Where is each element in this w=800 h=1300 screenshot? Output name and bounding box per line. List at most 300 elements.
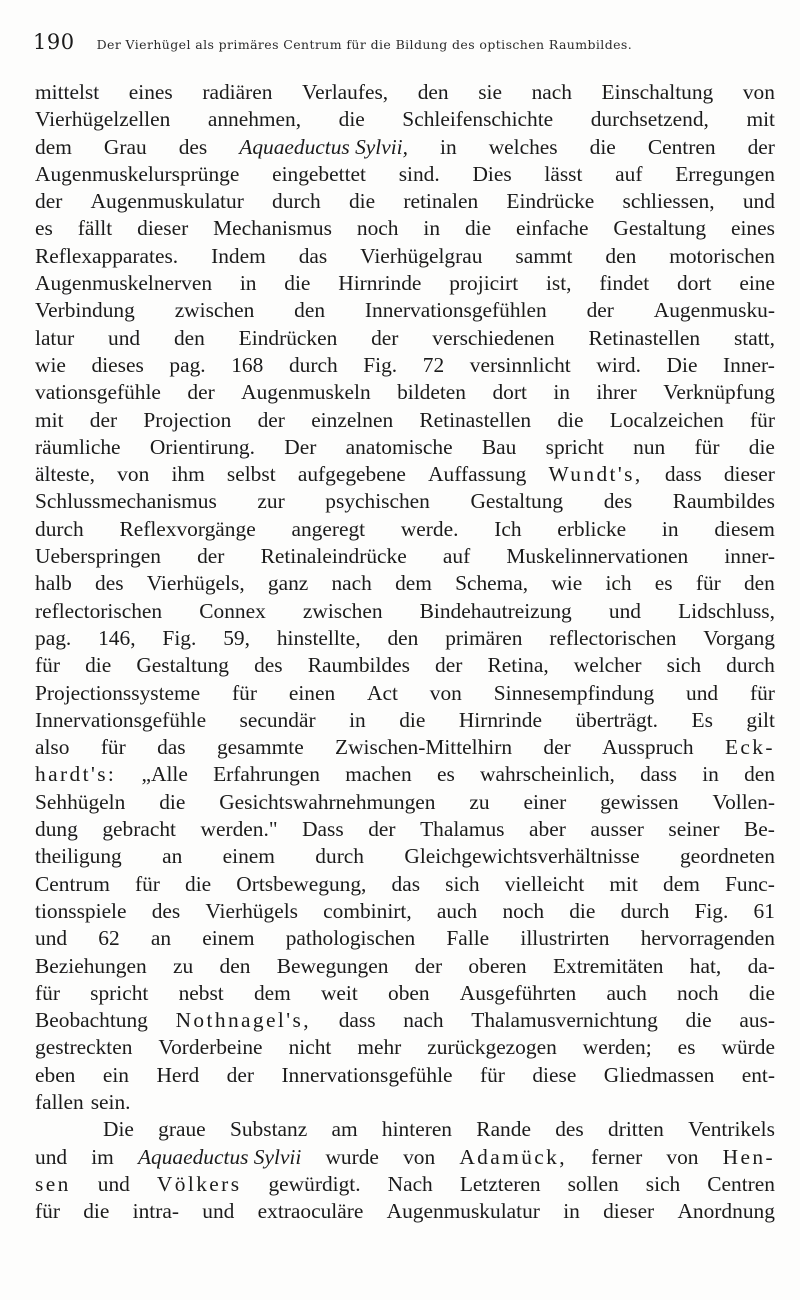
word: für xyxy=(695,571,721,596)
text-line xyxy=(35,1089,775,1116)
word: in xyxy=(239,271,257,296)
word: sich xyxy=(645,1171,681,1196)
word: ferner xyxy=(591,1144,643,1169)
word: Bau xyxy=(481,434,517,459)
word: mittelst xyxy=(35,80,100,104)
word: ausser xyxy=(590,817,644,842)
word: die xyxy=(589,134,616,159)
word: Vierhügelzellen xyxy=(35,107,171,132)
word: mit xyxy=(746,107,775,132)
word: Centren xyxy=(647,134,716,159)
word: erblicke xyxy=(557,516,627,541)
word: graue xyxy=(158,1117,206,1142)
word: für xyxy=(694,434,720,459)
word: sen xyxy=(35,1171,71,1196)
word: Centren xyxy=(707,1171,775,1196)
word: Gesichtswahrnehmungen xyxy=(219,789,436,814)
word: Dies xyxy=(472,161,512,186)
word: dass xyxy=(664,462,702,487)
word: Auffassung xyxy=(428,462,527,487)
text-line xyxy=(35,707,775,734)
text-line xyxy=(35,188,775,215)
word: einfache xyxy=(516,216,589,241)
word: werde. xyxy=(400,516,459,541)
word: hervorragenden xyxy=(640,926,775,951)
word: die xyxy=(685,1008,712,1033)
word: pathologischen xyxy=(285,926,416,951)
word: dem xyxy=(663,871,700,896)
word: wahrscheinlich, xyxy=(480,762,615,787)
word: pag. xyxy=(169,352,206,377)
word: dem xyxy=(253,980,291,1005)
word: fallen xyxy=(35,1089,84,1114)
word: theiligung xyxy=(35,844,122,869)
word: die xyxy=(185,871,212,896)
word: latur xyxy=(35,325,75,350)
text-line xyxy=(35,789,775,816)
word: Eindrücke xyxy=(506,189,595,214)
word: mehr xyxy=(357,1035,402,1060)
word: Innervationsgefühle xyxy=(281,1062,453,1087)
word: mit xyxy=(609,871,638,896)
word: würde xyxy=(721,1035,775,1060)
word: Adamück, xyxy=(459,1144,568,1169)
word: Augenmuskelursprünge xyxy=(35,161,240,186)
word: oben xyxy=(388,980,430,1005)
word: versinnlicht xyxy=(469,352,571,377)
word: ganz xyxy=(267,571,309,596)
word: vationsgefühle xyxy=(35,380,161,405)
word: welcher xyxy=(573,653,642,678)
text-line xyxy=(35,598,775,625)
word: dieses xyxy=(91,352,144,377)
text-line xyxy=(35,1116,775,1143)
word: der xyxy=(368,817,396,842)
word: in xyxy=(563,1199,580,1224)
word: Gestaltung xyxy=(613,216,707,241)
word: Augenmusku- xyxy=(653,298,775,323)
word: von xyxy=(117,462,150,487)
text-line xyxy=(35,297,775,324)
page-number: 190 xyxy=(33,30,75,54)
word: bildeten xyxy=(397,380,466,405)
word: Bewegungen xyxy=(276,953,389,978)
word: gestreckten xyxy=(35,1035,133,1060)
text-line xyxy=(35,570,775,597)
word: Nothnagel's, xyxy=(175,1008,311,1033)
word: der xyxy=(435,653,463,678)
word: Raumbildes xyxy=(307,653,410,678)
text-line xyxy=(35,871,775,898)
word: psychischen xyxy=(325,489,430,514)
word: Zwischen-Mittelhirn xyxy=(335,735,513,760)
word: und xyxy=(35,926,68,951)
word: schliessen, xyxy=(622,189,715,214)
word: den xyxy=(219,953,251,978)
word: Ausgeführten xyxy=(459,980,577,1005)
word: zu xyxy=(173,953,194,978)
word: halb xyxy=(35,571,72,596)
word: des xyxy=(151,898,181,923)
word: dort xyxy=(677,271,712,296)
text-line xyxy=(35,134,775,161)
word: im xyxy=(91,1144,114,1169)
word: reflectorischen xyxy=(549,625,677,650)
word: es xyxy=(654,571,673,596)
word: Schlussmechanismus xyxy=(35,489,217,514)
text-line xyxy=(35,488,775,515)
word: Fig. xyxy=(162,625,197,650)
word: oberen xyxy=(468,953,527,978)
word: Substanz xyxy=(229,1117,308,1142)
text-line xyxy=(35,953,775,980)
word: einer xyxy=(523,789,567,814)
word: die xyxy=(399,707,426,732)
word: des xyxy=(95,571,124,596)
text-line xyxy=(35,625,775,652)
word: sie xyxy=(478,80,502,104)
text-line xyxy=(35,161,775,188)
text-line xyxy=(35,1034,775,1061)
text-line xyxy=(35,215,775,242)
word: älteste, xyxy=(35,462,95,487)
word: an xyxy=(162,844,183,869)
word: durch xyxy=(288,352,338,377)
word: durch xyxy=(272,189,321,214)
running-head xyxy=(33,30,773,60)
word: nach xyxy=(403,1008,444,1033)
word: der xyxy=(586,298,614,323)
word: gewürdigt. xyxy=(268,1171,361,1196)
word: die xyxy=(748,434,775,459)
word: gilt xyxy=(746,707,775,732)
word: Sinnesempfindung xyxy=(493,680,655,705)
word: von xyxy=(429,680,462,705)
word: auch xyxy=(606,980,647,1005)
word: fällt xyxy=(77,216,113,241)
text-line xyxy=(35,543,775,570)
word: Augenmuskulatur xyxy=(90,189,244,214)
word: annehmen, xyxy=(207,107,302,132)
word: einem xyxy=(202,926,255,951)
word: durch xyxy=(726,653,775,678)
word: Inner- xyxy=(723,352,775,377)
word: Eindrücken xyxy=(238,325,338,350)
word: den xyxy=(387,625,419,650)
word: in xyxy=(423,216,441,241)
word: Schema, xyxy=(455,571,529,596)
word: in xyxy=(440,134,457,159)
word: Verbindung xyxy=(35,298,135,323)
word: der xyxy=(187,380,215,405)
word: Einschaltung xyxy=(601,80,714,104)
word: an xyxy=(150,926,172,951)
word: und xyxy=(97,1171,130,1196)
word: Lidschluss, xyxy=(678,598,775,623)
word: geordneten xyxy=(679,844,775,869)
text-line xyxy=(35,270,775,297)
word: die xyxy=(464,216,492,241)
word: dass xyxy=(338,1008,376,1033)
word: projicirt xyxy=(449,271,519,296)
word: selbst xyxy=(226,462,276,487)
word: und xyxy=(35,1144,68,1169)
word: sich xyxy=(445,871,480,896)
word: gewissen xyxy=(600,789,679,814)
word: Letzteren xyxy=(459,1171,541,1196)
word: der xyxy=(747,134,775,159)
word: durch xyxy=(620,898,670,923)
word: Indem xyxy=(211,243,266,268)
word: machen xyxy=(345,762,412,787)
word: Gliedmassen xyxy=(603,1062,715,1087)
word: den xyxy=(605,243,637,268)
word: in xyxy=(661,516,679,541)
word: Nach xyxy=(387,1171,433,1196)
word: Reflexapparates. xyxy=(35,243,179,268)
word: den xyxy=(743,571,775,596)
word: Gestaltung xyxy=(136,653,229,678)
word: Die xyxy=(103,1117,134,1142)
word: einem xyxy=(222,844,275,869)
word: Fig. xyxy=(363,352,398,377)
word: Völkers xyxy=(156,1171,242,1196)
text-line xyxy=(35,352,775,379)
word: Retina, xyxy=(487,653,549,678)
word: Gestaltung xyxy=(470,489,564,514)
word: und xyxy=(608,598,641,623)
word: der xyxy=(89,407,118,432)
word: tionsspiele xyxy=(35,898,127,923)
word: 146, xyxy=(98,625,136,650)
word: durch xyxy=(35,516,84,541)
word: und xyxy=(108,325,141,350)
word: auf xyxy=(442,544,471,569)
word: den xyxy=(294,298,326,323)
word: Centrum xyxy=(35,871,110,896)
word: einzelnen xyxy=(311,407,394,432)
word: des xyxy=(555,1117,584,1142)
word: Be- xyxy=(744,817,775,842)
word: 72 xyxy=(422,352,445,377)
word: sein. xyxy=(90,1089,131,1114)
word: Sehhügeln xyxy=(35,789,126,814)
word: Beobachtung xyxy=(35,1008,148,1033)
word: Wundt's, xyxy=(548,462,643,487)
word: sollen xyxy=(567,1171,619,1196)
text-line xyxy=(35,816,775,843)
word: Erfahrungen xyxy=(213,762,320,787)
word: spricht xyxy=(545,434,604,459)
word: aufgegebene xyxy=(297,462,406,487)
word: wie xyxy=(35,352,66,377)
word: Es xyxy=(691,707,713,732)
word: welches xyxy=(488,134,558,159)
word: für xyxy=(749,680,775,705)
word: die xyxy=(284,271,311,296)
word: seiner xyxy=(668,817,720,842)
word: Vierhügelgrau xyxy=(360,243,483,268)
text-line xyxy=(35,652,775,679)
word: für xyxy=(750,407,775,432)
word: ihrer xyxy=(596,380,637,405)
word: die xyxy=(85,653,112,678)
word: in xyxy=(553,380,570,405)
word: Ausspruch xyxy=(602,735,694,760)
word: Grau xyxy=(103,134,147,159)
word: pag. xyxy=(35,625,72,650)
word: überträgt. xyxy=(575,707,659,732)
word: es xyxy=(436,762,455,787)
word: reflectorischen xyxy=(35,598,163,623)
body-text xyxy=(35,79,775,1225)
word: Orientirung. xyxy=(149,434,255,459)
word: eines xyxy=(128,80,173,104)
text-line xyxy=(35,434,775,461)
word: Innervationsgefühle xyxy=(35,707,207,732)
word: Ich xyxy=(494,516,522,541)
word: Bindehautreizung xyxy=(419,598,572,623)
word: aus- xyxy=(739,1008,775,1033)
word: aber xyxy=(529,817,566,842)
word: die xyxy=(338,107,365,132)
word: Vollen- xyxy=(712,789,775,814)
word: für xyxy=(100,735,126,760)
word: ihm xyxy=(171,462,205,487)
word: eine xyxy=(739,271,775,296)
word: illustrirten xyxy=(520,926,610,951)
word: in xyxy=(702,762,719,787)
word: des xyxy=(178,134,208,159)
text-line xyxy=(35,1198,775,1225)
word: Ortsbewegung, xyxy=(236,871,367,896)
word: Vierhügels, xyxy=(146,571,245,596)
word: noch xyxy=(502,898,545,923)
word: am xyxy=(331,1117,358,1142)
word: Verknüpfung xyxy=(663,380,775,405)
word: werden; xyxy=(582,1035,652,1060)
word: Beziehungen xyxy=(35,953,147,978)
word: Projectionssysteme xyxy=(35,680,201,705)
word: und xyxy=(686,680,719,705)
word: nach xyxy=(531,80,572,104)
word: Aquaeductus Sylvii, xyxy=(239,134,408,159)
word: Augenmuskelnerven xyxy=(35,271,213,296)
word: Augenmuskulatur xyxy=(386,1199,540,1224)
word: für xyxy=(232,680,257,705)
word: dung xyxy=(35,817,78,842)
word: für xyxy=(35,980,60,1005)
text-line xyxy=(35,680,775,707)
word: Extremitäten xyxy=(552,953,664,978)
word: hardt's: xyxy=(35,762,117,787)
word: anatomische xyxy=(345,434,453,459)
word: dem xyxy=(395,571,432,596)
word: Fig. xyxy=(694,898,729,923)
word: Raumbildes xyxy=(672,489,775,514)
word: für xyxy=(134,871,160,896)
word: zwischen xyxy=(302,598,383,623)
word: eingebettet xyxy=(272,161,366,186)
word: Retinaleindrücke xyxy=(260,544,407,569)
text-line xyxy=(35,1171,775,1198)
word: Vorgang xyxy=(703,625,775,650)
word: Erregungen xyxy=(675,161,775,186)
word: diesem xyxy=(714,516,775,541)
word: Der xyxy=(284,434,317,459)
word: Ueberspringen xyxy=(35,544,161,569)
word: combinirt, xyxy=(323,898,412,923)
word: zur xyxy=(257,489,285,514)
word: Dass xyxy=(302,817,344,842)
word: nicht xyxy=(288,1035,332,1060)
word: gebracht xyxy=(102,817,176,842)
word: den xyxy=(744,762,775,787)
word: und xyxy=(202,1199,235,1224)
word: secundär xyxy=(239,707,316,732)
word: Schleifenschichte xyxy=(402,107,554,132)
word: sammt xyxy=(515,243,573,268)
word: Act xyxy=(367,680,398,705)
word: ich xyxy=(605,571,632,596)
word: auf xyxy=(615,161,643,186)
word: von xyxy=(666,1144,699,1169)
word: retinalen xyxy=(403,189,479,214)
text-line xyxy=(35,843,775,870)
word: zu xyxy=(469,789,490,814)
word: zurückgezogen xyxy=(427,1035,557,1060)
word: angeregt xyxy=(291,516,366,541)
word: statt, xyxy=(733,325,775,350)
word: sind. xyxy=(398,161,440,186)
word: das xyxy=(157,735,186,760)
word: spricht xyxy=(90,980,149,1005)
word: primären xyxy=(445,625,523,650)
word: Reflexvorgänge xyxy=(119,516,256,541)
word: für xyxy=(479,1062,505,1087)
word: nach xyxy=(331,571,372,596)
word: Projection xyxy=(143,407,232,432)
word: von xyxy=(403,1144,436,1169)
word: auch xyxy=(436,898,478,923)
word: von xyxy=(742,80,775,104)
word: Eck- xyxy=(724,735,775,760)
word: Hirnrinde xyxy=(338,271,422,296)
text-line xyxy=(35,325,775,352)
word: dem xyxy=(35,134,72,159)
word: dieser xyxy=(603,1199,655,1224)
word: sich xyxy=(666,653,702,678)
word: radiären xyxy=(202,80,273,104)
word: der xyxy=(226,1062,254,1087)
word: Herd xyxy=(156,1062,200,1087)
word: werden." xyxy=(200,817,278,842)
word: durchsetzend, xyxy=(590,107,709,132)
word: „Alle xyxy=(141,762,188,787)
word: Aquaeductus Sylvii xyxy=(137,1144,302,1169)
word: Hen- xyxy=(722,1144,775,1169)
word: für xyxy=(35,1199,60,1224)
word: diese xyxy=(532,1062,577,1087)
running-head-title: Der Vierhügel als primäres Centrum für die Bildung des optischen Raumbildes. xyxy=(96,37,633,52)
word: Vierhügels xyxy=(205,898,298,923)
word: die xyxy=(159,789,186,814)
text-line xyxy=(35,106,775,133)
word: extraoculäre xyxy=(257,1199,364,1224)
word: noch xyxy=(677,980,719,1005)
word: Gleichgewichtsverhältnisse xyxy=(404,844,640,869)
word: die xyxy=(569,898,596,923)
